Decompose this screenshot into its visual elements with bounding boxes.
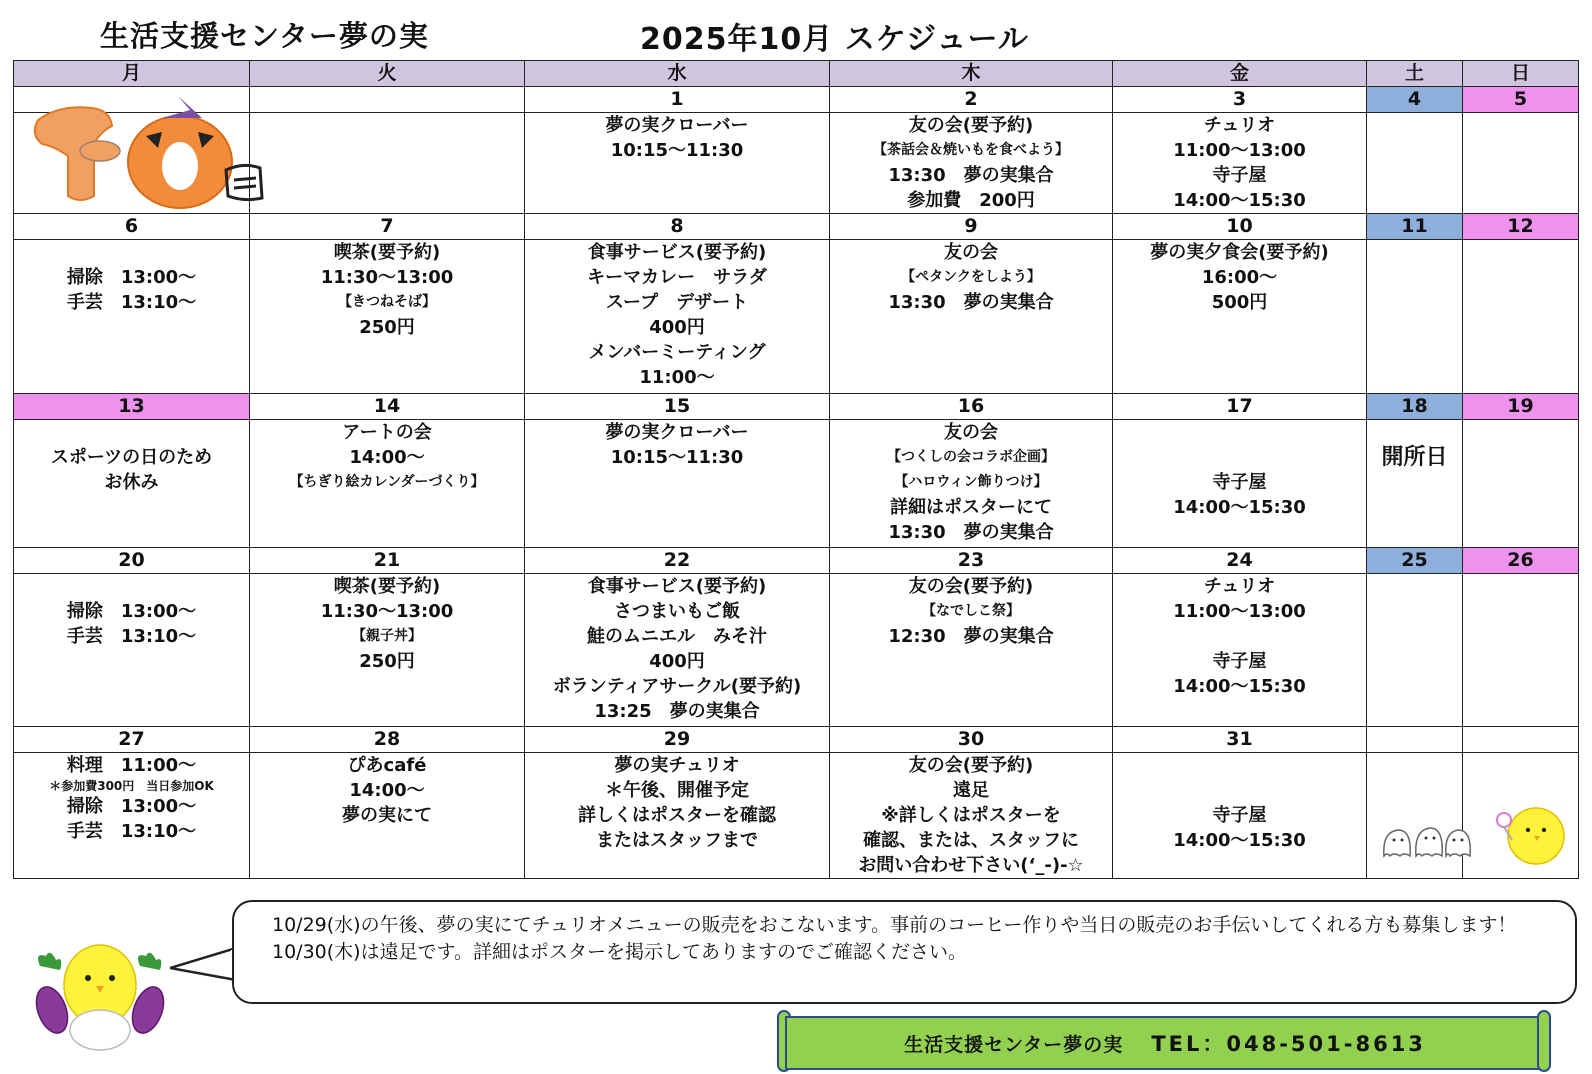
event-line: 友の会(要予約) — [908, 576, 1034, 597]
day-cell-sun — [1463, 113, 1579, 214]
event-line: チュリオ — [1203, 576, 1276, 597]
event-line: お休み — [104, 472, 159, 493]
day-number-thu: 2 — [830, 87, 1113, 113]
day-number-sat: 25 — [1367, 548, 1463, 574]
event-line: 11:00～13:00 — [1173, 140, 1306, 161]
day-number-fri: 31 — [1113, 727, 1367, 753]
event-line: メンバーミーティング — [588, 342, 766, 363]
event-line: 開所日 — [1381, 445, 1448, 470]
event-line — [14, 574, 249, 599]
day-number-sun: 26 — [1463, 548, 1579, 574]
weekday-header-row — [14, 61, 1579, 87]
day-cell-mon — [14, 753, 250, 879]
day-number-sun: 5 — [1463, 87, 1579, 113]
weekday-sun: 日 — [1463, 61, 1579, 87]
event-line: 250円 — [359, 651, 415, 672]
event-line: 友の会 — [944, 422, 998, 443]
event-line: 寺子屋 — [1212, 472, 1267, 493]
day-cell-fri — [1113, 753, 1367, 879]
event-line: 寺子屋 — [1212, 165, 1267, 186]
day-number-thu: 30 — [830, 727, 1113, 753]
day-number-wed: 15 — [525, 394, 830, 420]
day-cell-mon — [14, 420, 250, 548]
schedule-title: 2025年10月 スケジュール — [640, 22, 1029, 57]
event-line: 詳しくはポスターを確認 — [578, 805, 776, 826]
event-line: 手芸 13:10～ — [66, 821, 197, 842]
event-line: 11:30～13:00 — [320, 267, 454, 288]
day-number-thu: 23 — [830, 548, 1113, 574]
day-number-sat: 4 — [1367, 87, 1463, 113]
weekday-thu: 木 — [830, 61, 1113, 87]
event-line: 14:00～15:30 — [1173, 497, 1306, 518]
event-line — [1367, 420, 1462, 445]
event-line: 寺子屋 — [1212, 805, 1267, 826]
event-line: 14:00～ — [349, 780, 425, 801]
day-cell-tue — [250, 240, 525, 394]
event-line: ※詳しくはポスターを — [881, 805, 1061, 826]
event-line: 喫茶(要予約) — [333, 576, 441, 597]
event-line: 友の会 — [944, 242, 998, 263]
event-line: 400円 — [649, 317, 705, 338]
day-cell-mon — [14, 240, 250, 394]
event-line: 確認、または、スタッフに — [863, 830, 1079, 851]
day-cell-fri — [1113, 574, 1367, 727]
day-number-tue: 28 — [250, 727, 525, 753]
event-line — [1113, 624, 1366, 649]
notice-speech-bubble — [232, 900, 1577, 1004]
event-line: 【つくしの会コラボ企画】 — [887, 449, 1055, 465]
day-number-tue: 7 — [250, 214, 525, 240]
event-line: 夢の実クローバー — [605, 115, 749, 136]
day-cell-sun — [1463, 420, 1579, 548]
event-line: 手芸 13:10～ — [66, 626, 197, 647]
event-line: スポーツの日のため — [50, 447, 213, 468]
event-line: 夢の実にて — [342, 805, 432, 826]
event-line: 友の会(要予約) — [908, 115, 1034, 136]
day-cell-sat — [1367, 574, 1463, 727]
event-line: 10:15～11:30 — [610, 447, 744, 468]
event-line — [1113, 778, 1366, 803]
day-cell-mon — [14, 574, 250, 727]
day-cell-thu — [830, 113, 1113, 214]
event-line: 遠足 — [953, 780, 989, 801]
day-number-fri: 10 — [1113, 214, 1367, 240]
day-cell-fri — [1113, 420, 1367, 548]
event-line: 13:30 夢の実集合 — [888, 292, 1054, 313]
event-line: 喫茶(要予約) — [333, 242, 441, 263]
day-number-sat — [1367, 727, 1463, 753]
event-line: 【ハロウィン飾りつけ】 — [894, 474, 1048, 490]
day-cell-wed — [525, 753, 830, 879]
day-number-tue: 21 — [250, 548, 525, 574]
day-number-sat: 18 — [1367, 394, 1463, 420]
event-line: 鮭のムニエル みそ汁 — [587, 626, 767, 647]
pumpkin-10-illustration — [30, 96, 270, 212]
event-line: 夢の実夕食会(要予約) — [1150, 242, 1329, 263]
event-line: 夢の実クローバー — [605, 422, 749, 443]
day-number-row — [14, 727, 1579, 753]
day-number-sun — [1463, 727, 1579, 753]
ghosts-illustration — [1380, 820, 1475, 860]
event-line: 13:30 夢の実集合 — [888, 522, 1054, 543]
day-number-mon: 27 — [14, 727, 250, 753]
day-number-sat: 11 — [1367, 214, 1463, 240]
day-number-mon: 20 — [14, 548, 250, 574]
event-line — [1113, 753, 1366, 778]
day-number-row — [14, 394, 1579, 420]
event-line — [14, 420, 249, 445]
event-line: 【きつねそば】 — [338, 294, 436, 310]
day-number-tue — [250, 87, 525, 113]
notice-line-1: 10/29(水)の午後、夢の実にてチュリオメニューの販売をおこないます。事前のコーヒー作りや当日の販売のお手伝いしてくれる方も募集します！ — [272, 914, 1517, 936]
day-cell-tue — [250, 574, 525, 727]
day-content-row — [14, 574, 1579, 727]
event-line: 掃除 13:00～ — [66, 601, 197, 622]
day-content-row — [14, 240, 1579, 394]
day-number-fri: 24 — [1113, 548, 1367, 574]
day-number-fri: 3 — [1113, 87, 1367, 113]
event-line: 500円 — [1211, 292, 1268, 313]
day-content-row — [14, 420, 1579, 548]
event-line: 14:00～15:30 — [1173, 830, 1306, 851]
day-number-row — [14, 214, 1579, 240]
event-line: またはスタッフまで — [596, 830, 758, 851]
day-cell-thu — [830, 420, 1113, 548]
day-number-wed: 8 — [525, 214, 830, 240]
day-cell-tue — [250, 113, 525, 214]
day-number-tue: 14 — [250, 394, 525, 420]
event-line: 料理 11:00～ — [66, 755, 197, 776]
weekday-sat: 土 — [1367, 61, 1463, 87]
day-number-wed: 29 — [525, 727, 830, 753]
event-line: スープ デザート — [605, 292, 749, 313]
event-line: ボランティアサークル(要予約) — [552, 676, 802, 697]
event-line: お問い合わせ下さい(‘_-)-☆ — [858, 855, 1084, 876]
day-cell-wed — [525, 113, 830, 214]
weekday-fri: 金 — [1113, 61, 1367, 87]
day-cell-fri — [1113, 113, 1367, 214]
event-line: 16:00～ — [1201, 267, 1278, 288]
event-line: 詳細はポスターにて — [890, 497, 1052, 518]
banner-org: 生活支援センター夢の実 — [904, 1033, 1124, 1056]
speech-bubble-tail — [170, 944, 240, 984]
day-cell-wed — [525, 420, 830, 548]
day-cell-wed — [525, 574, 830, 727]
event-line: 13:25 夢の実集合 — [594, 701, 760, 722]
day-cell-sun — [1463, 574, 1579, 727]
event-line — [1113, 420, 1366, 445]
notice-line-2: 10/30(木)は遠足です。詳細はポスターを掲示してありますのでご確認ください。 — [272, 941, 968, 963]
weekday-mon: 月 — [14, 61, 250, 87]
day-number-wed: 22 — [525, 548, 830, 574]
day-cell-thu — [830, 574, 1113, 727]
chick-illustration — [1490, 800, 1570, 870]
event-line: 【なでしこ祭】 — [922, 603, 1020, 619]
event-line: アートの会 — [342, 422, 432, 443]
banner-scroll-right — [1537, 1010, 1551, 1072]
contact-banner — [785, 1016, 1545, 1070]
day-cell-sat — [1367, 240, 1463, 394]
event-line: 掃除 13:00～ — [66, 267, 197, 288]
event-line: チュリオ — [1203, 115, 1276, 136]
event-line: さつまいもご飯 — [614, 601, 740, 622]
event-line: 14:00～15:30 — [1173, 190, 1306, 211]
day-cell-thu — [830, 240, 1113, 394]
event-line: 【ペタンクをしよう】 — [901, 269, 1041, 285]
day-cell-sun — [1463, 240, 1579, 394]
event-line: 10:15～11:30 — [610, 140, 744, 161]
day-number-sun: 19 — [1463, 394, 1579, 420]
banner-tel: TEL：048-501-8613 — [1151, 1032, 1426, 1056]
event-line: 11:00～ — [639, 367, 715, 388]
event-line: 掃除 13:00～ — [66, 796, 197, 817]
chick-with-sweet-potatoes-illustration — [30, 930, 170, 1060]
day-number-thu: 16 — [830, 394, 1113, 420]
day-content-row — [14, 753, 1579, 879]
event-line: 【親子丼】 — [352, 628, 422, 644]
event-line: 14:00～15:30 — [1173, 676, 1306, 697]
weekday-wed: 水 — [525, 61, 830, 87]
event-line: 食事サービス(要予約) — [587, 576, 767, 597]
event-line: ＊参加費300円 当日参加OK — [49, 779, 214, 793]
event-line: 14:00～ — [349, 447, 425, 468]
day-cell-tue — [250, 420, 525, 548]
event-line: 寺子屋 — [1212, 651, 1267, 672]
day-number-sun: 12 — [1463, 214, 1579, 240]
event-line: 参加費 200円 — [907, 190, 1035, 211]
org-title: 生活支援センター夢の実 — [100, 19, 429, 53]
day-cell-wed — [525, 240, 830, 394]
event-line: 12:30 夢の実集合 — [888, 626, 1054, 647]
event-line: 400円 — [649, 651, 705, 672]
day-cell-sat — [1367, 420, 1463, 548]
day-number-mon: 13 — [14, 394, 250, 420]
day-number-wed: 1 — [525, 87, 830, 113]
event-line: 夢の実チュリオ — [614, 755, 740, 776]
event-line: 【ちぎり絵カレンダーづくり】 — [289, 474, 485, 490]
day-number-mon: 6 — [14, 214, 250, 240]
event-line: 11:00～13:00 — [1173, 601, 1306, 622]
day-cell-sat — [1367, 113, 1463, 214]
event-line: 手芸 13:10～ — [66, 292, 197, 313]
event-line: 【茶話会＆焼いもを食べよう】 — [873, 142, 1069, 158]
event-line: 食事サービス(要予約) — [587, 242, 767, 263]
event-line: 250円 — [359, 317, 415, 338]
event-line — [14, 240, 249, 265]
event-line: ＊午後、開催予定 — [605, 780, 749, 801]
event-line: 友の会(要予約) — [908, 755, 1034, 776]
event-line: ぴあcafé — [347, 755, 427, 776]
event-line: 13:30 夢の実集合 — [888, 165, 1054, 186]
day-cell-tue — [250, 753, 525, 879]
event-line: 11:30～13:00 — [320, 601, 454, 622]
day-cell-fri — [1113, 240, 1367, 394]
day-number-fri: 17 — [1113, 394, 1367, 420]
day-number-row — [14, 548, 1579, 574]
day-cell-thu — [830, 753, 1113, 879]
day-number-thu: 9 — [830, 214, 1113, 240]
event-line: キーマカレー サラダ — [587, 267, 767, 288]
weekday-tue: 火 — [250, 61, 525, 87]
event-line — [1113, 445, 1366, 470]
